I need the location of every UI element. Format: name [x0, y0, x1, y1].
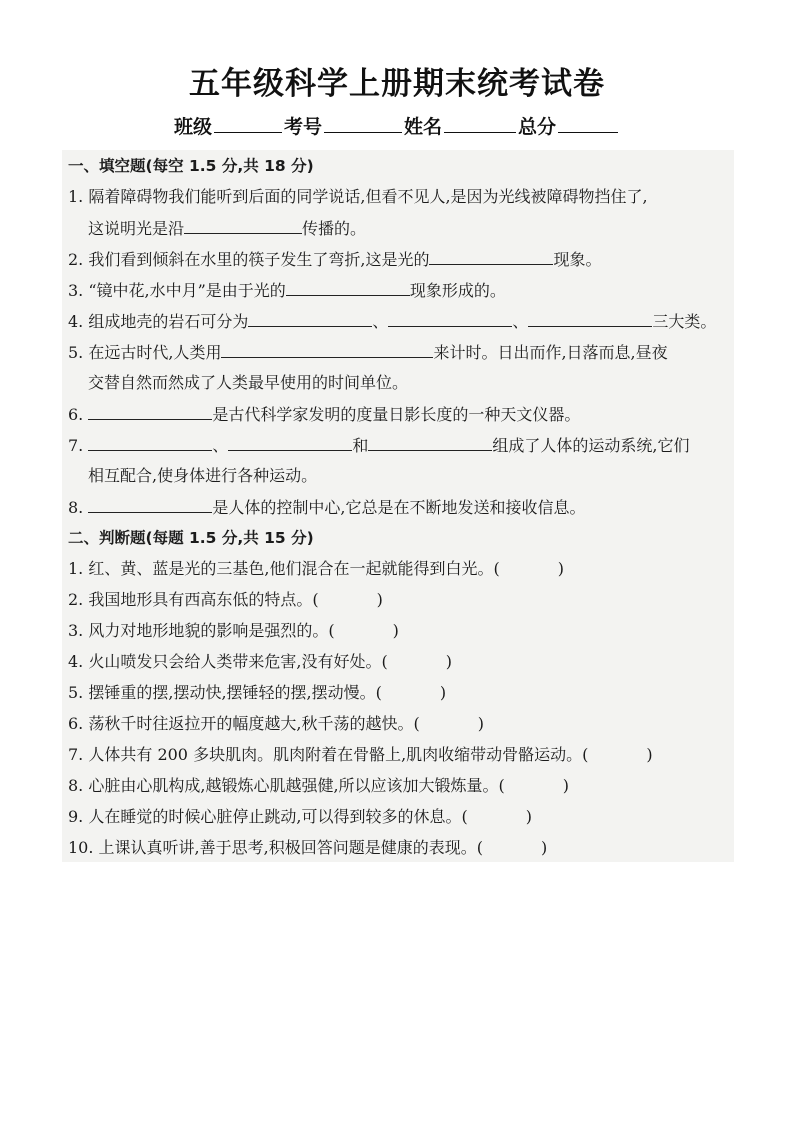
judge-question: 7. 人体共有 200 多块肌肉。肌肉附着在骨骼上,肌肉收缩带动骨骼运动。( ): [68, 745, 653, 764]
fill-question-5: 5. 在远古时代,人类用 来计时。日出而作,日落而息,昼夜: [68, 343, 668, 362]
judge-question: 10. 上课认真听讲,善于思考,积极回答问题是健康的表现。( ): [68, 838, 548, 857]
student-info-line: [0, 112, 794, 139]
answer-blank[interactable]: [286, 279, 410, 296]
exam-no-label: 考号: [283, 116, 322, 138]
judge-question: 5. 摆锤重的摆,摆动快,摆锤轻的摆,摆动慢。( ): [68, 683, 447, 702]
total-label: 总分: [518, 116, 557, 138]
answer-blank[interactable]: [248, 310, 372, 327]
class-blank[interactable]: [214, 114, 282, 133]
answer-blank[interactable]: [528, 310, 652, 327]
answer-blank[interactable]: [88, 496, 212, 513]
judge-question: 9. 人在睡觉的时候心脏停止跳动,可以得到较多的休息。( ): [68, 807, 532, 826]
answer-blank[interactable]: [221, 341, 433, 358]
judge-question: 4. 火山喷发只会给人类带来危害,没有好处。( ): [68, 652, 452, 671]
answer-blank[interactable]: [368, 434, 492, 451]
answer-blank[interactable]: [184, 217, 302, 234]
judge-question: 1. 红、黄、蓝是光的三基色,他们混合在一起就能得到白光。( ): [68, 559, 564, 578]
name-blank[interactable]: [444, 114, 516, 133]
answer-blank[interactable]: [88, 403, 212, 420]
name-label: 姓名: [404, 116, 443, 138]
judge-question: 6. 荡秋千时往返拉开的幅度越大,秋千荡的越快。( ): [68, 714, 484, 733]
class-label: 班级: [173, 116, 212, 138]
fill-question-1: 1. 隔着障碍物我们能听到后面的同学说话,但看不见人,是因为光线被障碍物挡住了,: [68, 187, 648, 206]
answer-blank[interactable]: [388, 310, 512, 327]
fill-question-2: 2. 我们看到倾斜在水里的筷子发生了弯折,这是光的 现象。: [68, 250, 602, 269]
fill-question-8: 8. 是人体的控制中心,它总是在不断地发送和接收信息。: [68, 498, 586, 517]
fill-question-6: 6. 是古代科学家发明的度量日影长度的一种天文仪器。: [68, 405, 581, 424]
fill-question-1-cont: 这说明光是沿 传播的。: [88, 219, 367, 238]
judge-question: 8. 心脏由心肌构成,越锻炼心肌越强健,所以应该加大锻炼量。( ): [68, 776, 570, 795]
fill-question-3: 3. “镜中花,水中月”是由于光的 现象形成的。: [68, 281, 506, 300]
judge-question: 3. 风力对地形地貌的影响是强烈的。( ): [68, 621, 399, 640]
answer-blank[interactable]: [429, 248, 553, 265]
exam-no-blank[interactable]: [324, 114, 402, 133]
answer-blank[interactable]: [228, 434, 352, 451]
section1-heading: 一、填空题(每空 1.5 分,共 18 分): [68, 157, 314, 175]
fill-question-4: 4. 组成地壳的岩石可分为 、 、 三大类。: [68, 312, 717, 331]
judge-question: 2. 我国地形具有西高东低的特点。( ): [68, 590, 383, 609]
exam-title: 五年级科学上册期末统考试卷: [189, 66, 605, 102]
fill-question-7-cont: 相互配合,使身体进行各种运动。: [88, 466, 318, 485]
section2-heading: 二、判断题(每题 1.5 分,共 15 分): [68, 529, 314, 547]
total-blank[interactable]: [558, 114, 618, 133]
answer-blank[interactable]: [88, 434, 212, 451]
fill-question-7: 7. 、 和 组成了人体的运动系统,它们: [68, 436, 690, 455]
fill-question-5-cont: 交替自然而然成了人类最早使用的时间单位。: [88, 373, 409, 392]
